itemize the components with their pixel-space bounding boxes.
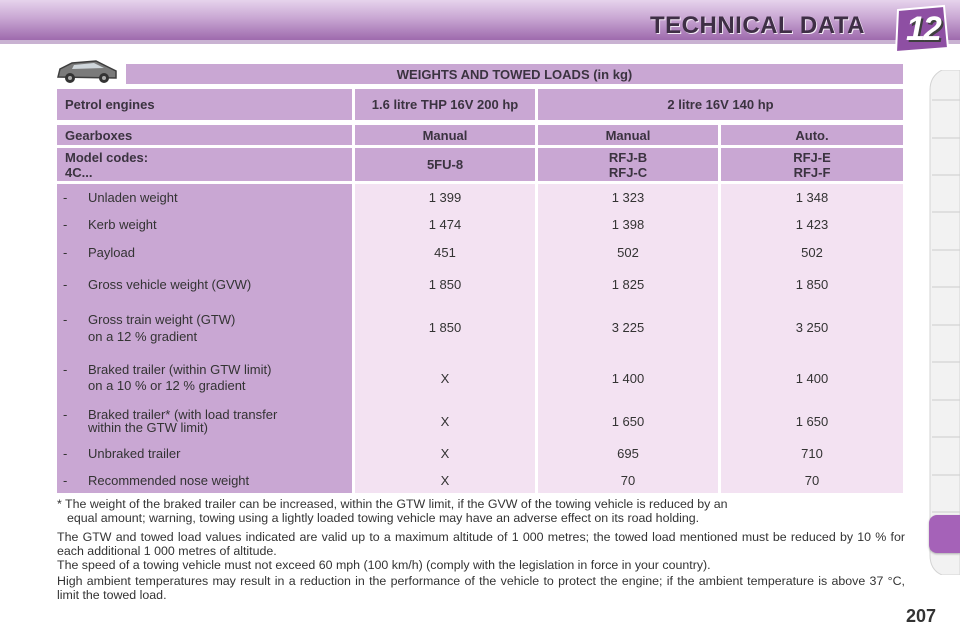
row-dash: - xyxy=(63,446,68,461)
row-value: 451 xyxy=(434,245,456,260)
row-value: 70 xyxy=(804,473,820,488)
page-number: 207 xyxy=(906,606,937,626)
footnote-line-1: * The weight of the braked trailer can be increased, within the GTW limit, if the GVW of the towing vehicle is reduced by an xyxy=(57,497,728,511)
row-value: 1 398 xyxy=(611,217,645,232)
row-label: Payload xyxy=(88,245,135,260)
row-label-line-2: on a 12 % gradient xyxy=(88,329,198,344)
row-dash: - xyxy=(63,312,68,327)
model-code-2-line-2: RFJ-C xyxy=(608,164,648,180)
row-value: 710 xyxy=(801,446,823,461)
row-dash: - xyxy=(63,277,68,292)
model-code-3 xyxy=(721,148,903,181)
gearbox-2: Manual xyxy=(538,125,718,145)
engine-name-2: 2 litre 16V 140 hp xyxy=(538,89,903,120)
gearbox-3: Auto. xyxy=(721,125,903,145)
chapter-number: 12 xyxy=(906,10,940,48)
row-value: X xyxy=(440,446,450,461)
row-value: 1 650 xyxy=(611,414,645,429)
row-value: 1 850 xyxy=(428,320,462,335)
row-value: X xyxy=(440,473,450,488)
row-value: 502 xyxy=(617,245,639,260)
row-label: Kerb weight xyxy=(88,217,157,232)
gearbox-header-label: Gearboxes xyxy=(57,125,352,145)
footnote xyxy=(57,497,905,525)
model-code-3-line-1: RFJ-E xyxy=(793,149,831,165)
row-value: 502 xyxy=(801,245,823,260)
row-value: 1 323 xyxy=(611,190,645,205)
chapter-tabs-rail xyxy=(928,70,960,575)
row-label: Unladen weight xyxy=(88,190,178,205)
row-value: 1 400 xyxy=(611,371,645,386)
row-label: Braked trailer (within GTW limit) xyxy=(88,362,272,377)
car-icon xyxy=(54,57,120,85)
row-label: Unbraked trailer xyxy=(88,446,181,461)
row-label: Gross vehicle weight (GVW) xyxy=(88,277,252,292)
table-caption: WEIGHTS AND TOWED LOADS (in kg) xyxy=(126,64,903,84)
note-altitude: The GTW and towed load values indicated are valid up to a maximum altitude of 1 000 metres; the towed load mentioned must be reduced by 10 % for each additional 1 000 metres of altitude. xyxy=(57,530,905,558)
row-label-line-2: on a 10 % or 12 % gradient xyxy=(88,378,246,393)
model-codes-label-line-1: Model codes: xyxy=(65,150,149,165)
row-dash: - xyxy=(63,473,68,488)
model-codes-label-line-2: 4C... xyxy=(65,165,93,180)
row-value: 695 xyxy=(617,446,639,461)
engine-name-1: 1.6 litre THP 16V 200 hp xyxy=(355,89,535,120)
row-dash: - xyxy=(63,407,68,422)
row-label: Recommended nose weight xyxy=(88,473,250,488)
row-dash: - xyxy=(63,245,68,260)
row-value: 1 850 xyxy=(795,277,829,292)
note-speed: The speed of a towing vehicle must not exceed 60 mph (100 km/h) (comply with the legislation in force in your country). xyxy=(57,558,711,572)
row-label: Gross train weight (GTW) xyxy=(88,312,236,327)
row-value: 1 399 xyxy=(428,190,462,205)
row-value: 1 474 xyxy=(428,217,462,232)
row-value: X xyxy=(440,371,450,386)
model-code-3-line-2: RFJ-F xyxy=(793,164,831,180)
engine-header-label: Petrol engines xyxy=(57,89,352,120)
row-value: 1 423 xyxy=(795,217,829,232)
page-title: TECHNICAL DATA xyxy=(650,12,865,39)
row-label: Braked trailer* (with load transfer xyxy=(88,407,278,422)
row-value: 1 348 xyxy=(795,190,829,205)
row-dash: - xyxy=(63,217,68,232)
row-dash: - xyxy=(63,190,68,205)
header-rule xyxy=(0,40,960,44)
row-value: 1 850 xyxy=(428,277,462,292)
row-value: X xyxy=(440,414,450,429)
model-code-2-line-1: RFJ-B xyxy=(608,149,648,165)
gearbox-1: Manual xyxy=(355,125,535,145)
row-value: 3 250 xyxy=(795,320,829,335)
row-dash: - xyxy=(63,362,68,377)
model-codes-label xyxy=(57,148,352,181)
footnote-line-2: equal amount; warning, towing using a lightly loaded towing vehicle may have an adverse effect on its road holding. xyxy=(67,511,700,525)
row-value: 1 400 xyxy=(795,371,829,386)
row-label-line-2: within the GTW limit) xyxy=(88,420,208,435)
row-value: 3 225 xyxy=(611,320,645,335)
model-code-1 xyxy=(355,148,535,181)
row-value: 1 650 xyxy=(795,414,829,429)
active-chapter-tab[interactable] xyxy=(929,515,960,553)
model-code-2 xyxy=(538,148,718,181)
row-value: 1 825 xyxy=(611,277,645,292)
model-code-1-line-1: 5FU-8 xyxy=(426,157,464,172)
row-value: 70 xyxy=(620,473,636,488)
note-temperature: High ambient temperatures may result in a reduction in the performance of the vehicle to protect the engine; if the ambient temperature is above 37 °C, limit the towed load. xyxy=(57,574,905,602)
